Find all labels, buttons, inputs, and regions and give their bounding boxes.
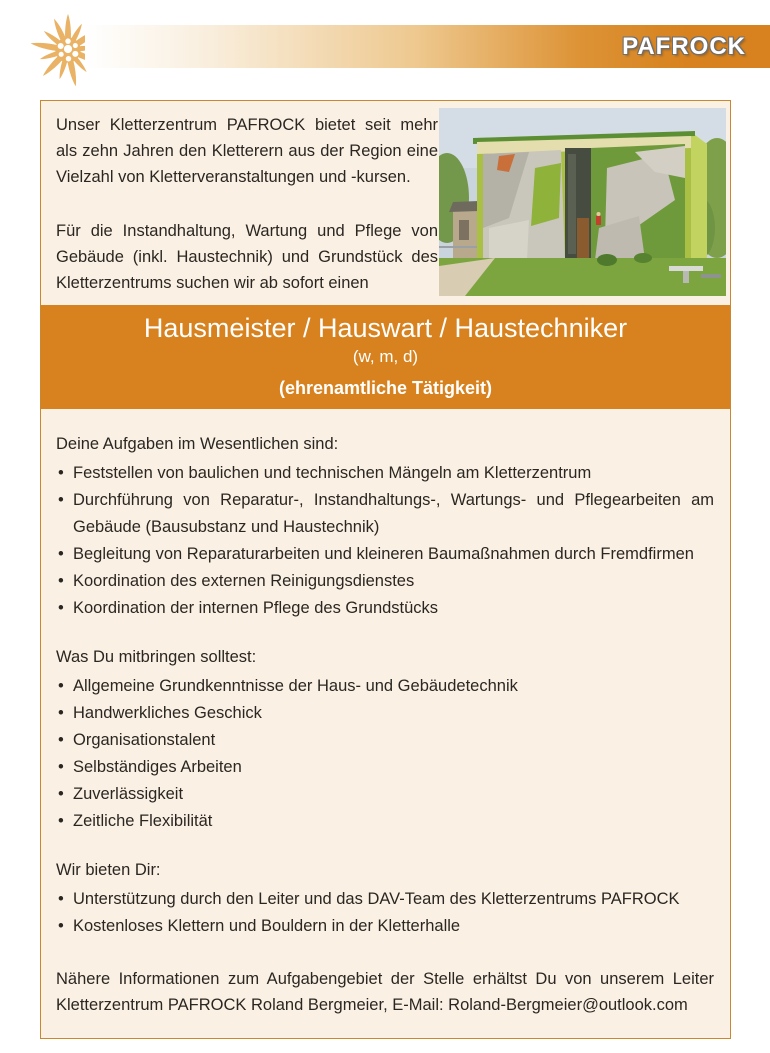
- list-item: • Koordination der internen Pflege des Grundstücks: [56, 595, 714, 622]
- tasks-list: [56, 460, 714, 622]
- gender-note: (w, m, d): [352, 347, 419, 366]
- section-heading: Deine Aufgaben im Wesentlichen sind:: [56, 435, 339, 453]
- list-item: • Selbständiges Arbeiten: [56, 754, 714, 781]
- job-title: Hausmeister / Hauswart / Haustechniker: [143, 313, 628, 343]
- intro-paragraph-2: Für die Instandhaltung, Wartung und Pflege von Gebäude (inkl. Haustechnik) und Grundstück des Kletterzentrums suchen wir ab sofort einen: [56, 222, 438, 292]
- section-requirements: [56, 644, 714, 835]
- flyer-box: [40, 100, 731, 1039]
- list-item: • Durchführung von Reparatur-, Instandhaltungs-, Wartungs- und Pflegearbeiten am Gebäude (Bausubstanz und Haustechnik): [56, 487, 714, 541]
- contact-email: Roland-Bergmeier@outlook.com: [448, 996, 688, 1014]
- climbing-center-photo: [439, 108, 726, 296]
- job-title-banner: [41, 305, 730, 409]
- list-item: • Organisationstalent: [56, 727, 714, 754]
- contact-paragraph: [56, 966, 714, 1018]
- list-item: • Zuverlässigkeit: [56, 781, 714, 808]
- list-item: • Kostenloses Klettern und Bouldern in der Kletterhalle: [56, 913, 714, 940]
- brand-wordmark: PAFROCK: [622, 32, 746, 60]
- contact-text: Nähere Informationen zum Aufgabengebiet der Stelle erhältst Du von unserem Leiter Kletterzentrum PAFROCK Roland Bergmeier, E-Mail:: [56, 970, 714, 1014]
- list-item: • Koordination des externen Reinigungsdienstes: [56, 568, 714, 595]
- requirements-list: [56, 673, 714, 835]
- list-item: • Begleitung von Reparaturarbeiten und kleineren Baumaßnahmen durch Fremdfirmen: [56, 541, 714, 568]
- flyer-body: [41, 431, 730, 940]
- section-offer: [56, 857, 714, 940]
- list-item: • Zeitliche Flexibilität: [56, 808, 714, 835]
- section-heading: Wir bieten Dir:: [56, 861, 161, 879]
- list-item: • Handwerkliches Geschick: [56, 700, 714, 727]
- list-item: • Feststellen von baulichen und technischen Mängeln am Kletterzentrum: [56, 460, 714, 487]
- intro-section: [41, 101, 730, 305]
- offer-list: [56, 886, 714, 940]
- list-item: • Allgemeine Grundkenntnisse der Haus- und Gebäudetechnik: [56, 673, 714, 700]
- header-gradient-bar: [85, 25, 770, 68]
- section-heading: Was Du mitbringen solltest:: [56, 648, 257, 666]
- intro-paragraph-1: Unser Kletterzentrum PAFROCK bietet seit mehr als zehn Jahren den Kletterern aus der Region eine Vielzahl von Kletterveranstaltungen und -kursen.: [56, 116, 438, 186]
- volunteer-note: (ehrenamtliche Tätigkeit): [278, 378, 493, 398]
- section-tasks: [56, 431, 714, 622]
- list-item: • Unterstützung durch den Leiter und das DAV-Team des Kletterzentrums PAFROCK: [56, 886, 714, 913]
